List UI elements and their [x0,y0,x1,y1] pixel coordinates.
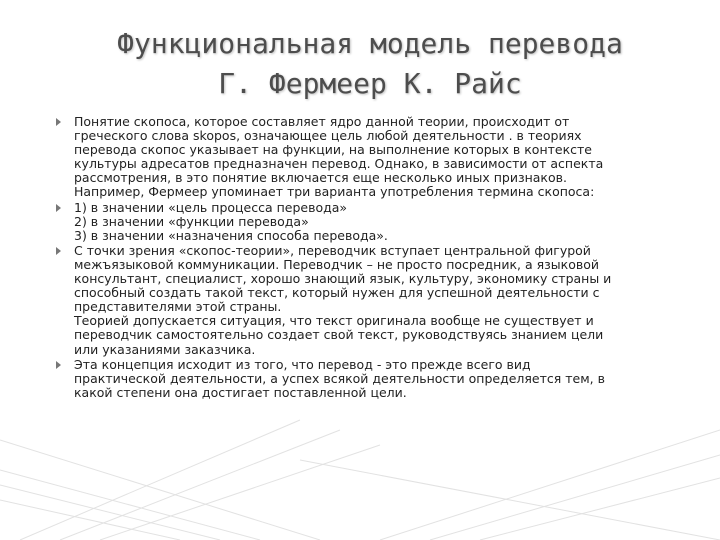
slide-title-line-2: Г. Фермеер К. Райс [218,67,522,100]
triangle-bullet-icon [56,247,61,255]
text-line: рассмотрения, в это понятие включается еще несколько иных признаков. [74,170,567,186]
text-line: Эта концепция исходит из того, что перевод - это прежде всего вид [74,356,531,372]
text-line: греческого слова skopos, означающее цель любой деятельности . в теориях [74,128,582,144]
text-line: культуры адресатов предназначен перевод. Однако, в зависимости от аспекта [74,156,604,172]
text-line: С точки зрения «скопос-теории», переводчик вступает центральной фигурой [74,242,591,258]
text-line: межъязыковой коммуникации. Переводчик – не просто посредник, а языковой [74,256,599,272]
text-line: перевода скопос указывает на функции, на выполнение которых в контексте [74,142,592,158]
text-line: консультант, специалист, хорошо знающий язык, культуру, экономику страны и [74,271,612,287]
text-line: 1) в значении «цель процесса перевода» [74,199,348,215]
bullet-item-translator-role [56,244,681,357]
bullet-list [56,115,681,400]
text-line: способный создать такой текст, который нужен для успешной деятельности с [74,285,600,301]
text-line: Например, Фермеер упоминает три варианта употребления термина скопоса: [74,184,595,200]
text-line: или указаниями заказчика. [74,341,256,357]
text-line: 2) в значении «функции перевода» [74,213,309,229]
bullet-item-scopos-meanings [56,201,681,243]
text-line: практической деятельности, а успех всякой деятельности определяется тем, в [74,370,605,386]
triangle-bullet-icon [56,204,61,212]
text-line: представителями этой страны. [74,299,282,315]
text-line: какой степени она достигает поставленной цели. [74,384,407,400]
triangle-bullet-icon [56,118,61,126]
bullet-item-scopos-definition [56,115,681,200]
text-line: Понятие скопоса, которое составляет ядро данной теории, происходит от [74,114,570,129]
triangle-bullet-icon [56,361,61,369]
text-line: переводчик самостоятельно создает свой текст, руководствуясь знанием цели [74,327,604,343]
slide-title-line-1: Функциональная модель перевода [117,27,623,60]
bullet-item-concept [56,358,681,400]
slide-title [60,24,680,104]
text-line: Теорией допускается ситуация, что текст оригинала вообще не существует и [74,313,594,329]
text-line: 3) в значении «назначения способа перевода». [74,227,388,243]
